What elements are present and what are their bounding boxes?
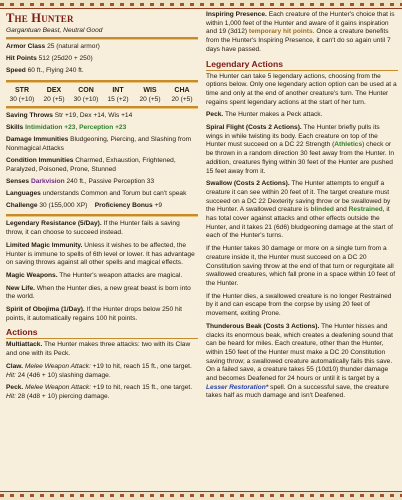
languages-value: understands Common and Torum but can't speak bbox=[42, 190, 187, 198]
legendary-text: , it has total cover against attacks and other effects outside the Hunter, and it takes 21 (6d6) bludgeoning damage at the start of each of the Hunter's turns. bbox=[206, 206, 393, 240]
legendary-text: spell. On a successful save, the creature takes half as much damage and isn't Deafened. bbox=[206, 383, 389, 400]
saving-throws bbox=[6, 112, 198, 121]
athletics-keyword: Athletics bbox=[334, 141, 363, 149]
action-multiattack bbox=[6, 341, 198, 358]
ability-name: WIS bbox=[143, 86, 157, 94]
skill-intimidation: Intimidation +23 bbox=[25, 123, 76, 131]
legendary-name: Peck. bbox=[206, 111, 224, 119]
ability-score: 20 (+5) bbox=[171, 95, 193, 103]
trait-inspiring-presence bbox=[206, 11, 398, 55]
actions-heading: Actions bbox=[6, 327, 198, 339]
right-column bbox=[204, 11, 398, 489]
senses bbox=[6, 178, 198, 187]
legendary-intro: The Hunter can take 5 legendary actions, choosing from the options below. Only one legendary action option can be used at a time and only at the end of another creature's turn. The Hunter regains spent legendary actions at the start of her turn. bbox=[206, 72, 397, 106]
restrained-keyword: Restrained bbox=[348, 206, 383, 214]
trait-name: Limited Magic Immunity. bbox=[6, 241, 83, 249]
swallow-regurgitate: If the Hunter takes 30 damage or more on a single turn from a creature inside it, the Hunter must succeed on a DC 20 Constitution saving throw at the end of that turn or regurgitate all swallowed creatures, which fall prone in a space within 10 feet of the Hunter. bbox=[206, 245, 396, 287]
damage-immunities-value: Bludgeoning, Piercing, and Slashing from Nonmagical Attacks bbox=[6, 136, 192, 152]
trait-legendary-resistance bbox=[6, 220, 198, 237]
legendary-text: The Hunter makes a Peck attack. bbox=[224, 111, 323, 119]
ability-score: 20 (+5) bbox=[139, 95, 161, 103]
languages bbox=[6, 190, 198, 199]
legendary-name: Thunderous Beak (Costs 3 Actions). bbox=[206, 322, 320, 330]
challenge-label: Challenge bbox=[6, 202, 38, 210]
darkvision-keyword: Darkvision bbox=[30, 177, 65, 185]
legendary-text: and bbox=[335, 206, 347, 214]
ability-score: 30 (+10) bbox=[73, 95, 99, 103]
trait-name: Inspiring Presence. bbox=[206, 11, 267, 18]
ability-int bbox=[102, 87, 134, 103]
blinded-keyword: blinded bbox=[310, 206, 334, 214]
legendary-text: The Hunter attempts to engulf a creature it can see within 20 feet of it. The target creature must succeed on a DC 22 Dexterity saving throw or be swallowed by the Hunter. A swallowed creature is bbox=[206, 180, 391, 214]
ability-name: INT bbox=[112, 86, 124, 94]
action-name: Multiattack. bbox=[6, 341, 43, 349]
legendary-text: ) check or be thrown in a random direction 30 feet away from the Hunter. In addition, creatures flying within 30 feet of the Hunter are pushed 15 feet away from it. bbox=[206, 141, 395, 175]
hit-label: Hit: bbox=[6, 392, 16, 400]
armor-class-value: 25 (natural armor) bbox=[47, 43, 100, 50]
senses-label: Senses bbox=[6, 177, 30, 185]
hit-points-value: 512 (25d20 + 250) bbox=[38, 55, 93, 63]
divider bbox=[6, 214, 198, 217]
trait-new-life bbox=[6, 285, 198, 302]
skill-perception: Perception +23 bbox=[79, 123, 127, 131]
ability-cha bbox=[166, 87, 198, 103]
trait-name: New Life. bbox=[6, 284, 35, 292]
ability-name: CON bbox=[78, 86, 94, 94]
hit-points-label: Hit Points bbox=[6, 55, 37, 63]
trait-text: Each creature of the Hunter's choice that is within 1,000 feet of the Hunter and aware of it gains inspiration and 19 (3d12) bbox=[206, 11, 395, 36]
attack-text: +19 to hit, reach 15 ft., one target. bbox=[92, 362, 192, 370]
ability-scores bbox=[6, 87, 198, 103]
armor-class-label: Armor Class bbox=[6, 43, 46, 50]
attack-type: Melee Weapon Attack: bbox=[24, 362, 91, 370]
senses-value: 240 ft., Passive Perception 33 bbox=[66, 177, 155, 185]
action-text: The Hunter makes three attacks: two with its Claw and one with its Peck. bbox=[6, 341, 191, 358]
trait-spirit-of-obojima bbox=[6, 306, 198, 323]
trait-magic-weapons bbox=[6, 272, 198, 281]
proficiency-label: Proficiency Bonus bbox=[94, 202, 153, 210]
skills-label: Skills bbox=[6, 123, 24, 131]
monster-type: Gargantuan Beast, Neutral Good bbox=[6, 27, 103, 34]
trait-limited-magic-immunity bbox=[6, 242, 198, 268]
temporary-hit-points-keyword: temporary hit points bbox=[248, 28, 313, 36]
skills bbox=[6, 124, 198, 133]
action-name: Peck. bbox=[6, 384, 24, 392]
saving-throws-label: Saving Throws bbox=[6, 111, 53, 119]
condition-immunities bbox=[6, 157, 198, 174]
legendary-name: Spiral Flight (Costs 2 Actions). bbox=[206, 124, 302, 132]
ability-name: STR bbox=[15, 86, 29, 94]
damage-immunities bbox=[6, 136, 198, 153]
trait-text: The Hunter's weapon attacks are magical. bbox=[59, 271, 183, 279]
skills-separator: , bbox=[75, 123, 78, 131]
bottom-decorative-border bbox=[0, 491, 402, 500]
action-name: Claw. bbox=[6, 362, 23, 370]
swallow-escape: If the Hunter dies, a swallowed creature is no longer Restrained by it and can escape from the corpse by using 20 feet of movement, exiting Prone. bbox=[206, 292, 392, 318]
attack-text: +19 to hit, reach 15 ft., one target. bbox=[92, 384, 193, 392]
trait-name: Legendary Resistance (5/Day). bbox=[6, 220, 102, 228]
ability-name: DEX bbox=[46, 86, 62, 94]
ability-str bbox=[6, 87, 38, 103]
trait-text: When the Hunter dies, a new great beast is born into the world. bbox=[6, 284, 191, 301]
top-decorative-border bbox=[0, 0, 402, 9]
left-column bbox=[4, 11, 198, 489]
ability-score: 30 (+10) bbox=[9, 95, 35, 103]
legendary-text: The Hunter hisses and clacks its enormous beak, which creates a deafening sound that can be heard for miles. Each creature, other than the Hunter, within 150 feet of the Hunter must make a DC 20 Constitution saving throw; a swallowed creature automatically fails this save. On a failed save, a creature takes 55 (10d10) thunder damage and becomes Deafened for 24 hours or until it is target by a bbox=[206, 322, 393, 383]
trait-text: Unless it wishes to be affected, the Hunter is immune to spells of 6th level or lower. It has advantage on saving throws against all other spells and magical effects. bbox=[6, 241, 195, 267]
trait-text: If the Hunter drops below 250 hit points, it automatically regains 100 hit points. bbox=[6, 306, 182, 322]
divider bbox=[6, 80, 198, 83]
legendary-text: The Hunter briefly pulls its wings in while twisting its body. Each creature on top of the Hunter must succeed on a DC 22 Strength ( bbox=[206, 124, 380, 149]
action-claw bbox=[6, 363, 198, 380]
legendary-thunderous-beak bbox=[206, 323, 398, 401]
ability-score: 20 (+5) bbox=[43, 95, 65, 103]
legendary-peck bbox=[206, 111, 398, 120]
ability-name: CHA bbox=[174, 86, 190, 94]
challenge bbox=[6, 202, 198, 211]
legendary-name: Swallow (Costs 2 Actions). bbox=[206, 180, 290, 188]
damage-immunities-label: Damage Immunities bbox=[6, 136, 69, 144]
damage-text: 24 (4d6 + 10) slashing damage. bbox=[17, 371, 111, 379]
attack-type: Melee Weapon Attack: bbox=[25, 384, 92, 392]
ability-dex bbox=[38, 87, 70, 103]
divider bbox=[6, 37, 198, 40]
ability-score: 15 (+2) bbox=[107, 95, 129, 103]
stat-block-page bbox=[4, 11, 398, 489]
languages-label: Languages bbox=[6, 190, 41, 198]
trait-name: Magic Weapons. bbox=[6, 271, 58, 279]
legendary-actions-heading: Legendary Actions bbox=[206, 59, 398, 71]
armor-class bbox=[6, 43, 198, 52]
trait-name: Spirit of Obojima (1/Day). bbox=[6, 306, 85, 314]
trait-text: . Once a creature benefits from the Hunter's Inspiring Presence, it can't do so again until 7 days have passed. bbox=[206, 28, 391, 53]
lesser-restoration-spell: Lesser Restoration* bbox=[206, 383, 269, 391]
hit-label: Hit: bbox=[6, 371, 16, 379]
damage-text: 28 (4d8 + 10) piercing damage. bbox=[17, 392, 110, 400]
hit-points bbox=[6, 55, 198, 64]
ability-con bbox=[70, 87, 102, 103]
proficiency-value: +9 bbox=[154, 202, 162, 210]
legendary-swallow bbox=[206, 180, 398, 241]
divider bbox=[6, 106, 198, 109]
challenge-value: 30 (155,000 XP) bbox=[39, 202, 88, 210]
speed-value: 60 ft., Flying 240 ft. bbox=[27, 67, 84, 75]
speed bbox=[6, 67, 198, 76]
monster-name: The Hunter bbox=[6, 11, 74, 25]
legendary-spiral-flight bbox=[206, 124, 398, 176]
saving-throws-value: Str +19, Dex +14, Wis +14 bbox=[54, 111, 133, 119]
ability-wis bbox=[134, 87, 166, 103]
trait-text: If the Hunter fails a saving throw, it can choose to succeed instead. bbox=[6, 220, 180, 237]
action-peck bbox=[6, 384, 198, 401]
condition-immunities-value: Charmed, Exhaustion, Frightened, Paralyzed, Poisoned, Prone, Stunned bbox=[6, 156, 176, 173]
condition-immunities-label: Condition Immunities bbox=[6, 156, 74, 164]
speed-label: Speed bbox=[6, 67, 26, 75]
